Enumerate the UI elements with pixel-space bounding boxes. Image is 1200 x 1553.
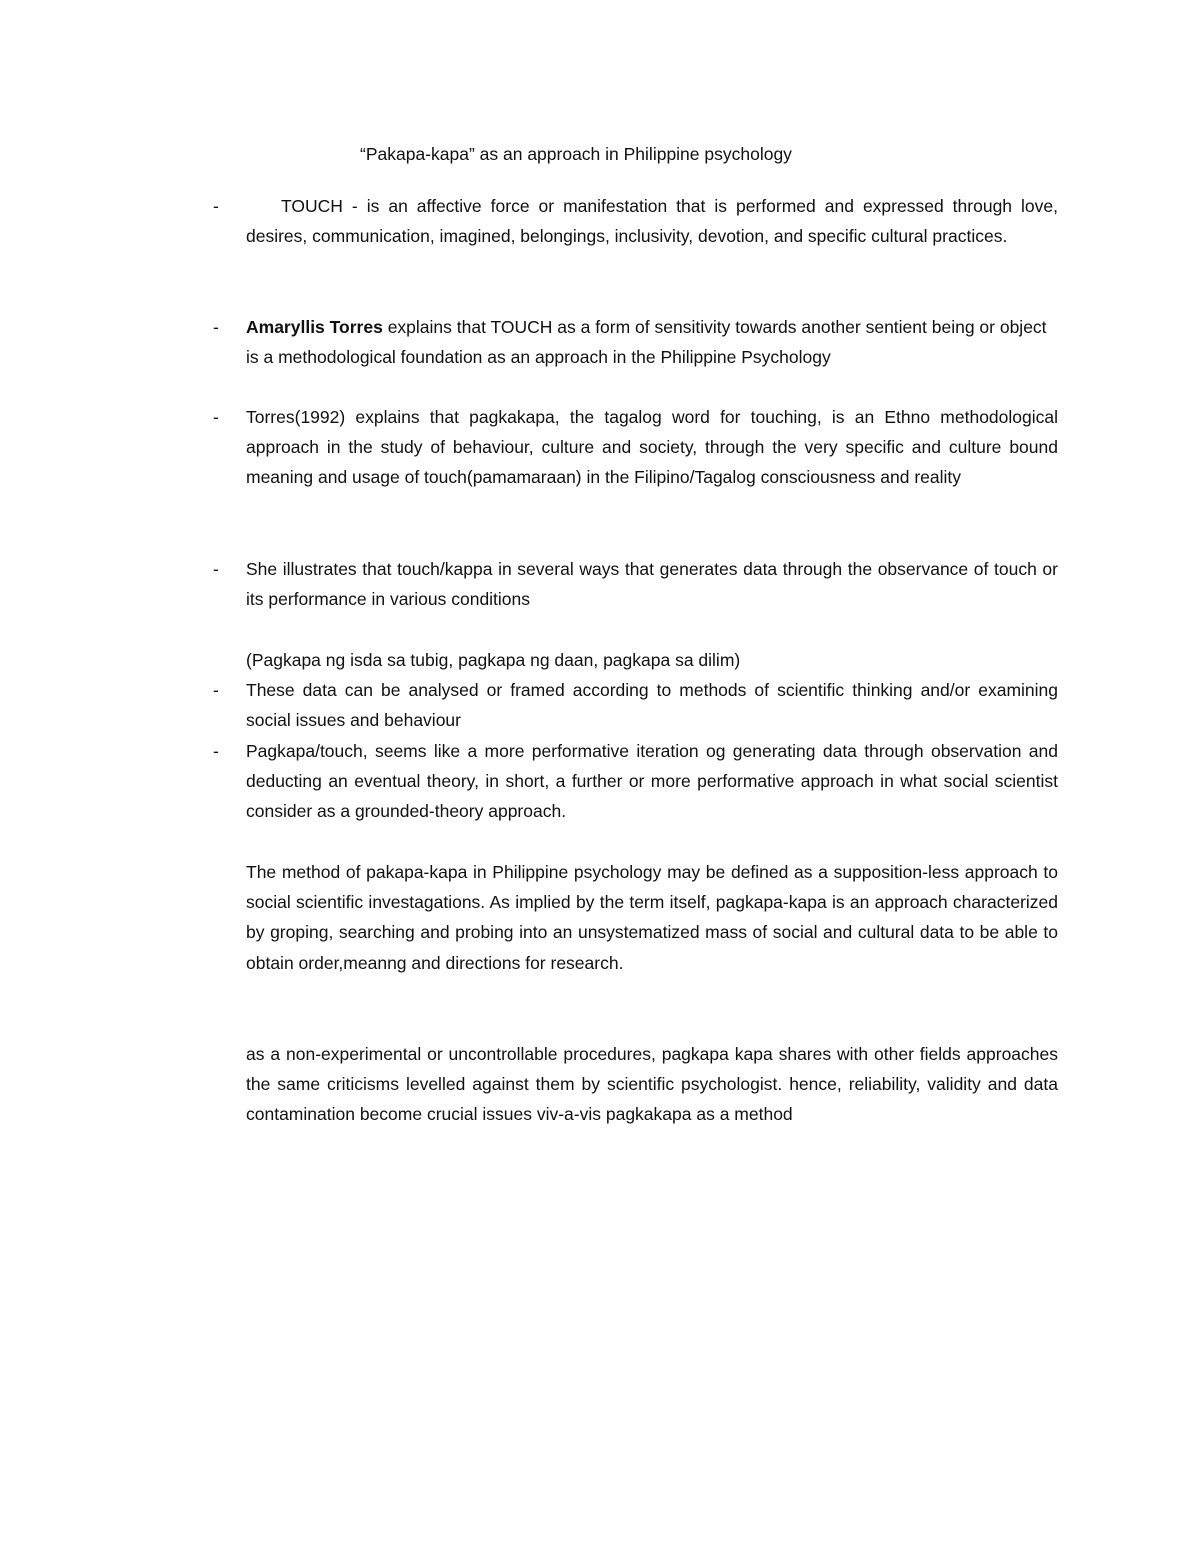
bullet-dash: - — [213, 680, 219, 700]
bullet-item-data-analysis — [246, 675, 1058, 735]
bullet-text: Pagkapa/touch, seems like a more performative iteration og generating data through observation and deducting an eventual theory, in short, a further or more performative approach in what social scientist consider as a grounded-theory approach. — [246, 741, 1058, 822]
bullet-dash: - — [213, 317, 219, 337]
examples-line: (Pagkapa ng isda sa tubig, pagkapa ng daan, pagkapa sa dilim) — [246, 650, 741, 670]
bullet-item-touch-definition — [246, 191, 1058, 251]
author-name: Amaryllis Torres — [246, 317, 383, 337]
bullet-item-grounded-theory — [246, 736, 1058, 827]
bullet-text: explains that TOUCH as a form of sensitivity towards another sentient being or object is a methodological foundation as an approach in the Philippine Psychology — [246, 317, 1047, 368]
paragraph-criticisms: as a non-experimental or uncontrollable procedures, pagkapa kapa shares with other fields approaches the same criticisms levelled against them by scientific psychologist. hence, reliability, validity and data contamination become crucial issues viv-a-vis pagkakapa as a method — [246, 1044, 1058, 1125]
bullet-item-touch-kappa — [246, 554, 1058, 614]
paragraph-method-definition: The method of pakapa-kapa in Philippine psychology may be defined as a supposition-less approach to social scientific investagations. As implied by the term itself, pagkapa-kapa is an approach characterized by groping, searching and probing into an unsystematized mass of social and cultural data to be able to obtain order,meanng and directions for research. — [246, 862, 1058, 973]
document-title: “Pakapa-kapa” as an approach in Philippine psychology — [360, 144, 792, 164]
bullet-dash: - — [213, 741, 219, 761]
bullet-item-amaryllis-torres — [246, 312, 1058, 372]
bullet-text: TOUCH - is an affective force or manifestation that is performed and expressed through love, desires, communication, imagined, belongings, inclusivity, devotion, and specific cultural practices. — [246, 196, 1058, 247]
bullet-text: She illustrates that touch/kappa in several ways that generates data through the observance of touch or its performance in various conditions — [246, 559, 1058, 610]
bullet-item-torres-1992 — [246, 402, 1058, 493]
bullet-dash: - — [213, 559, 219, 579]
bullet-dash: - — [213, 196, 219, 216]
bullet-dash: - — [213, 407, 219, 427]
bullet-text: Torres(1992) explains that pagkakapa, the tagalog word for touching, is an Ethno methodological approach in the study of behaviour, culture and society, through the very specific and culture bound meaning and usage of touch(pamamaraan) in the Filipino/Tagalog consciousness and reality — [246, 407, 1058, 488]
bullet-text: These data can be analysed or framed according to methods of scientific thinking and/or examining social issues and behaviour — [246, 680, 1058, 731]
